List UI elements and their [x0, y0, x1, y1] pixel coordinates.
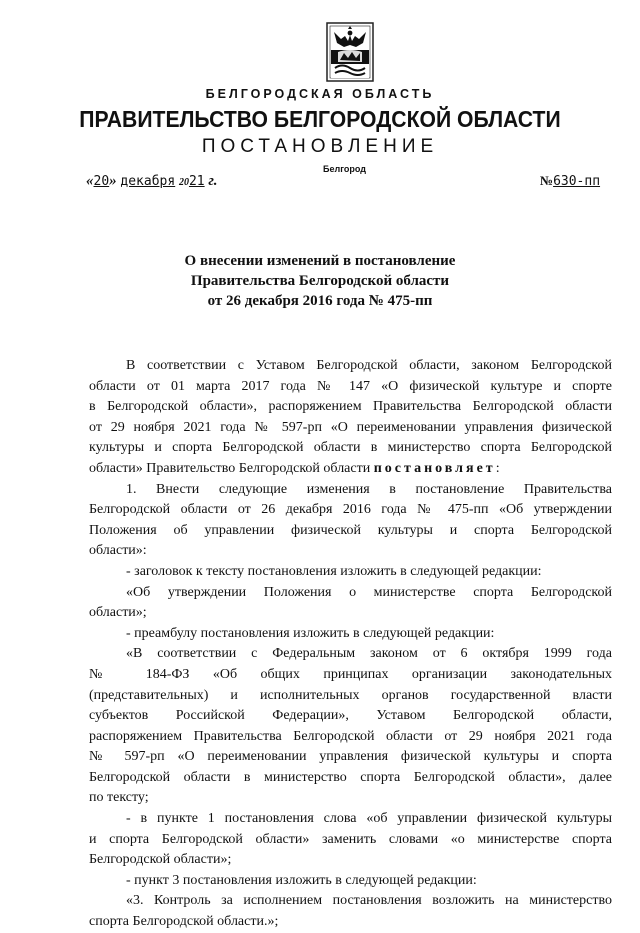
body-text: области» Правительство Белгородской области: [89, 460, 371, 476]
region-name: БЕЛГОРОДСКАЯ ОБЛАСТЬ: [205, 87, 435, 101]
decree-body: [89, 356, 612, 933]
body-line: Белгородской области в министерство спорта Белгородской области», далее: [89, 769, 612, 785]
decree-number: [540, 173, 600, 189]
body-line: В соответствии с Уставом Белгородской области, законом Белгородской: [126, 358, 612, 373]
body-line: Белгородской области от 26 декабря 2016 года № 475-пп «Об утверждении: [89, 502, 612, 518]
body-line: распоряжением Правительства Белгородской области от 29 ноября 2021 года: [89, 728, 612, 744]
city-name: Белгород: [323, 164, 366, 174]
body-line: и спорта Белгородской области» заменить словами «о министерстве спорта: [89, 831, 612, 847]
date-year-prefix: 20: [178, 177, 189, 188]
body-line: (представительных) и исполнительных органов государственной власти: [89, 687, 612, 703]
body-line: - заголовок к тексту постановления изложить в следующей редакции:: [126, 563, 542, 579]
body-line: области»:: [89, 543, 147, 559]
government-title: ПРАВИТЕЛЬСТВО БЕЛГОРОДСКОЙ ОБЛАСТИ: [79, 106, 561, 132]
body-line: «В соответствии с Федеральным законом от 6 октября 1999 года: [126, 646, 612, 662]
document-type: ПОСТАНОВЛЕНИЕ: [201, 136, 439, 157]
body-line: области»;: [89, 605, 147, 621]
body-line: области от 01 марта 2017 года № 147 «О физической культуре и спорте: [89, 378, 612, 394]
body-line: - в пункте 1 постановления слова «об управлении физической культуры: [126, 811, 612, 827]
body-line: культуры и спорта Белгородской области в министерство спорта Белгородской: [89, 440, 612, 456]
body-line: от 29 ноября 2021 года № 597-рп «О переименовании управления физической: [89, 419, 612, 435]
number-value: 630-пп: [553, 174, 601, 189]
body-line: в Белгородской области», распоряжением Правительства Белгородской области: [89, 399, 612, 415]
body-line: спорта Белгородской области.»;: [89, 914, 279, 930]
subject-line: О внесении изменений в постановление: [184, 253, 456, 269]
resolves-word: постановляет: [373, 460, 496, 476]
body-line: «Об утверждении Положения о министерстве спорта Белгородской: [126, 584, 612, 600]
body-line: № 597-рп «О переименовании управления физической культуры и спорта: [89, 749, 612, 765]
coat-of-arms-icon: [326, 22, 374, 82]
subject-line: Правительства Белгородской области: [190, 273, 450, 289]
body-line: Положения об управлении физической культуры и спорта Белгородской: [89, 522, 612, 538]
body-line: 1. Внести следующие изменения в постановление Правительства: [126, 481, 612, 497]
body-line: - пункт 3 постановления изложить в следующей редакции:: [126, 872, 477, 888]
date-day: 20: [93, 174, 110, 189]
body-line: «3. Контроль за исполнением постановления возложить на министерство: [126, 893, 612, 909]
body-line: субъектов Российской Федерации», Уставом Белгородской области,: [89, 708, 612, 724]
decree-subject: [0, 251, 640, 311]
subject-line: от 26 декабря 2016 года № 475-пп: [207, 293, 433, 309]
number-sign: №: [540, 173, 554, 188]
body-line: Белгородской области»;: [89, 852, 232, 868]
body-line: - преамбулу постановления изложить в следующей редакции:: [126, 625, 495, 641]
date-month: декабря: [120, 174, 176, 189]
body-line: [89, 459, 612, 480]
decree-date: «20» декабря 2021 г.: [86, 173, 218, 189]
body-line: по тексту;: [89, 790, 149, 806]
date-year-suffix: 21: [188, 174, 205, 189]
body-text: :: [495, 460, 500, 476]
body-line: № 184-ФЗ «Об общих принципах организации законодательных: [89, 666, 612, 682]
